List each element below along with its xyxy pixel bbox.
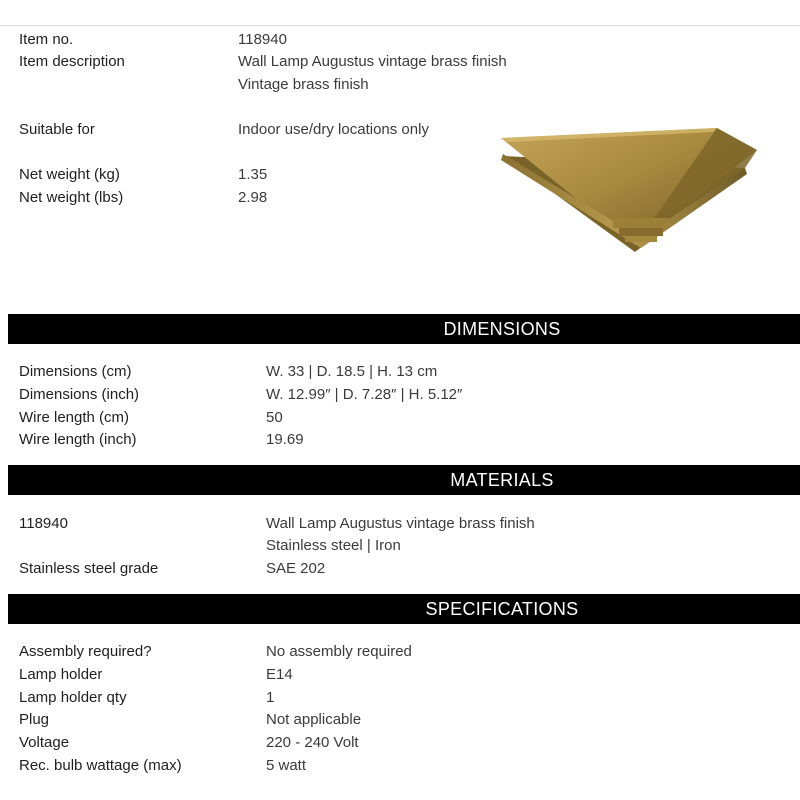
- spec-row-stainless-steel-grade: [0, 557, 800, 580]
- row-label: Plug: [19, 711, 50, 728]
- row-label: Lamp holder qty: [19, 689, 127, 706]
- spec-row-material-item-2: [0, 534, 800, 557]
- specifications-header: [8, 594, 800, 624]
- section-title: SPECIFICATIONS: [425, 599, 579, 619]
- row-value: Wall Lamp Augustus vintage brass finish: [266, 515, 535, 532]
- row-value: 5 watt: [266, 757, 307, 774]
- materials-header: [8, 465, 800, 495]
- dimensions-header: [8, 314, 800, 344]
- row-label: Assembly required?: [19, 643, 152, 660]
- row-value: 50: [266, 409, 283, 426]
- row-value: E14: [266, 666, 293, 683]
- row-value: 1.35: [238, 166, 268, 183]
- row-value: 220 - 240 Volt: [266, 734, 359, 751]
- spec-row-plug: [0, 708, 800, 731]
- row-value: W. 33 | D. 18.5 | H. 13 cm: [266, 363, 438, 380]
- row-value: Wall Lamp Augustus vintage brass finish: [238, 53, 507, 70]
- row-label: Dimensions (cm): [19, 363, 132, 380]
- spec-row-material-item: [0, 512, 800, 535]
- spec-row-item-no: [0, 28, 800, 51]
- spec-row-item-description-2: [0, 73, 800, 96]
- row-label: Net weight (lbs): [19, 189, 124, 206]
- spec-row-bulb-wattage: [0, 754, 800, 777]
- row-label: Net weight (kg): [19, 166, 120, 183]
- row-label: Voltage: [19, 734, 70, 751]
- row-label: Dimensions (inch): [19, 386, 140, 403]
- row-value: No assembly required: [266, 643, 412, 660]
- row-value: 19.69: [266, 431, 304, 448]
- row-label: Item no.: [19, 31, 74, 48]
- row-value: W. 12.99″ | D. 7.28″ | H. 5.12″: [266, 386, 463, 403]
- row-value-secondary: Stainless steel | Iron: [266, 537, 401, 554]
- row-value: 2.98: [238, 189, 268, 206]
- spec-row-wire-length-cm: [0, 406, 800, 429]
- row-label: Suitable for: [19, 121, 95, 138]
- spec-row-voltage: [0, 731, 800, 754]
- row-label: Rec. bulb wattage (max): [19, 757, 182, 774]
- top-divider: [0, 25, 800, 26]
- spec-row-lamp-holder: [0, 663, 800, 686]
- row-label: Wire length (inch): [19, 431, 137, 448]
- row-label: Stainless steel grade: [19, 560, 159, 577]
- spec-row-item-description: [0, 50, 800, 73]
- spec-row-dimensions-inch: [0, 383, 800, 406]
- spec-row-dimensions-cm: [0, 360, 800, 383]
- row-value-secondary: Vintage brass finish: [238, 76, 369, 93]
- row-value: 118940: [238, 31, 287, 48]
- row-label: Item description: [19, 53, 125, 70]
- row-value: Not applicable: [266, 711, 362, 728]
- row-label: 118940: [19, 515, 68, 532]
- row-value: Indoor use/dry locations only: [238, 121, 429, 138]
- section-title: DIMENSIONS: [443, 319, 561, 339]
- wall-lamp-image: [495, 120, 760, 260]
- section-title: MATERIALS: [450, 470, 554, 490]
- row-label: Wire length (cm): [19, 409, 130, 426]
- spec-row-assembly-required: [0, 640, 800, 663]
- row-label: Lamp holder: [19, 666, 103, 683]
- row-value: 1: [266, 689, 275, 706]
- spec-row-lamp-holder-qty: [0, 686, 800, 709]
- spec-row-wire-length-inch: [0, 428, 800, 451]
- row-value: SAE 202: [266, 560, 326, 577]
